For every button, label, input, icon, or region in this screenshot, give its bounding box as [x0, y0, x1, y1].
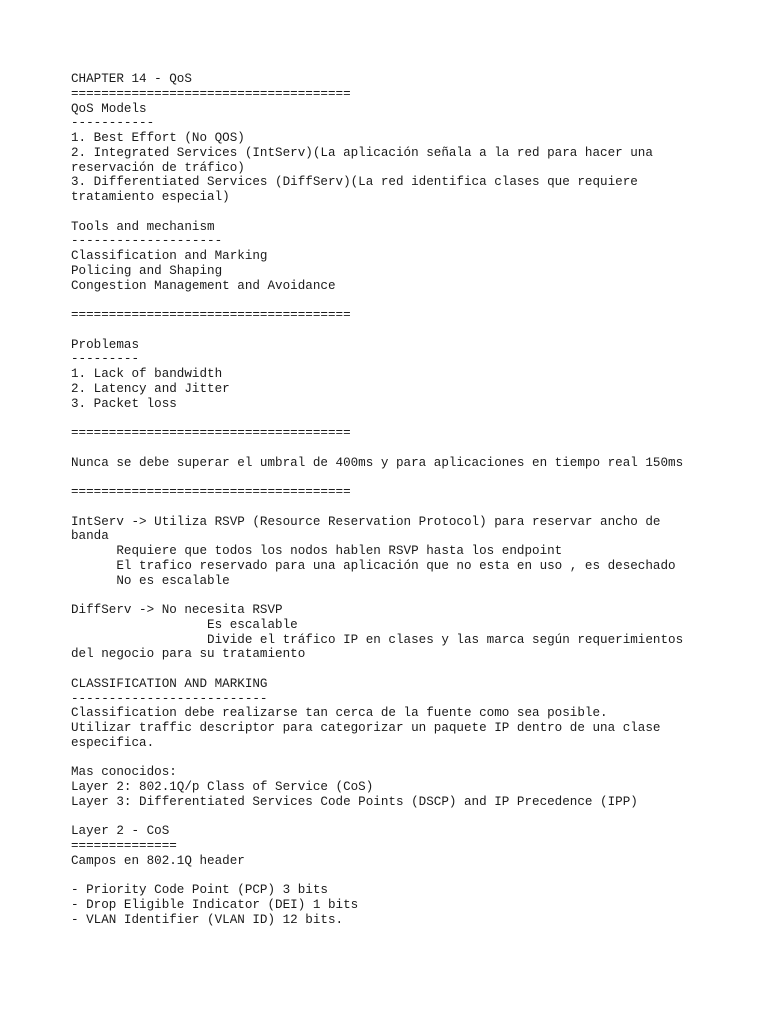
text-line: Layer 3: Differentiated Services Code Points (DSCP) and IP Precedence (IPP): [71, 794, 638, 809]
text-line: QoS Models: [71, 101, 147, 116]
document-page: [71, 72, 751, 928]
text-line: - VLAN Identifier (VLAN ID) 12 bits.: [71, 912, 344, 927]
text-line: Requiere que todos los nodos hablen RSVP hasta los endpoint: [71, 544, 563, 558]
text-line: =====================================: [71, 308, 351, 322]
text-line: - Drop Eligible Indicator (DEI) 1 bits: [71, 898, 359, 912]
blank-line: [71, 751, 751, 766]
text-line: 3. Differentiated Services (DiffServ)(La red identifica clases que requiere: [71, 175, 638, 190]
text-line: Problemas: [71, 337, 140, 352]
blank-line: [71, 441, 751, 456]
text-line: =====================================: [71, 485, 351, 499]
text-line: No es escalable: [71, 573, 230, 588]
text-line: =====================================: [71, 86, 351, 101]
text-line: tratamiento especial): [71, 190, 230, 204]
blank-line: [71, 500, 751, 515]
blank-line: [71, 293, 751, 308]
blank-line: [71, 323, 751, 338]
text-line: Mas conocidos:: [71, 765, 177, 780]
text-line: del negocio para su tratamiento: [71, 647, 306, 662]
text-line: =====================================: [71, 426, 351, 440]
text-line: Nunca se debe superar el umbral de 400ms y para aplicaciones en tiempo real 150ms: [71, 455, 684, 470]
text-line: 2. Integrated Services (IntServ)(La aplicación señala a la red para hacer una: [71, 145, 653, 160]
text-line: Es escalable: [71, 617, 298, 632]
text-line: 3. Packet loss: [71, 396, 177, 411]
text-line: ---------: [71, 352, 140, 367]
blank-line: [71, 588, 751, 603]
blank-line: [71, 470, 751, 485]
blank-line: [71, 810, 751, 825]
text-line: especifica.: [71, 735, 155, 750]
text-line: 1. Lack of bandwidth: [71, 367, 223, 381]
text-line: CLASSIFICATION AND MARKING: [71, 676, 268, 691]
text-line: Classification debe realizarse tan cerca de la fuente como sea posible.: [71, 706, 608, 721]
text-line: - Priority Code Point (PCP) 3 bits: [71, 883, 328, 898]
text-line: -----------: [71, 116, 155, 131]
text-line: Policing and Shaping: [71, 263, 223, 278]
text-line: 1. Best Effort (No QOS): [71, 131, 245, 145]
text-line: reservación de tráfico): [71, 160, 245, 175]
text-line: Congestion Management and Avoidance: [71, 278, 336, 293]
text-line: Layer 2 - CoS: [71, 824, 170, 839]
text-line: ==============: [71, 839, 177, 853]
blank-line: [71, 662, 751, 677]
text-line: Layer 2: 802.1Q/p Class of Service (CoS): [71, 780, 374, 794]
text-line: Divide el tráfico IP en clases y las marca según requerimientos: [71, 632, 684, 647]
text-line: Classification and Marking: [71, 249, 268, 263]
text-line: Campos en 802.1Q header: [71, 853, 245, 868]
text-line: --------------------------: [71, 691, 268, 706]
blank-line: [71, 205, 751, 220]
text-line: banda: [71, 529, 109, 544]
blank-line: [71, 411, 751, 426]
text-line: CHAPTER 14 - QoS: [71, 72, 192, 86]
blank-line: [71, 869, 751, 884]
text-line: IntServ -> Utiliza RSVP (Resource Reservation Protocol) para reservar ancho de: [71, 514, 661, 529]
text-line: Utilizar traffic descriptor para categorizar un paquete IP dentro de una clase: [71, 721, 661, 735]
text-line: --------------------: [71, 234, 223, 249]
text-line: 2. Latency and Jitter: [71, 381, 230, 396]
text-line: DiffServ -> No necesita RSVP: [71, 603, 283, 617]
text-line: El trafico reservado para una aplicación que no esta en uso , es desechado: [71, 558, 676, 573]
text-line: Tools and mechanism: [71, 219, 215, 234]
